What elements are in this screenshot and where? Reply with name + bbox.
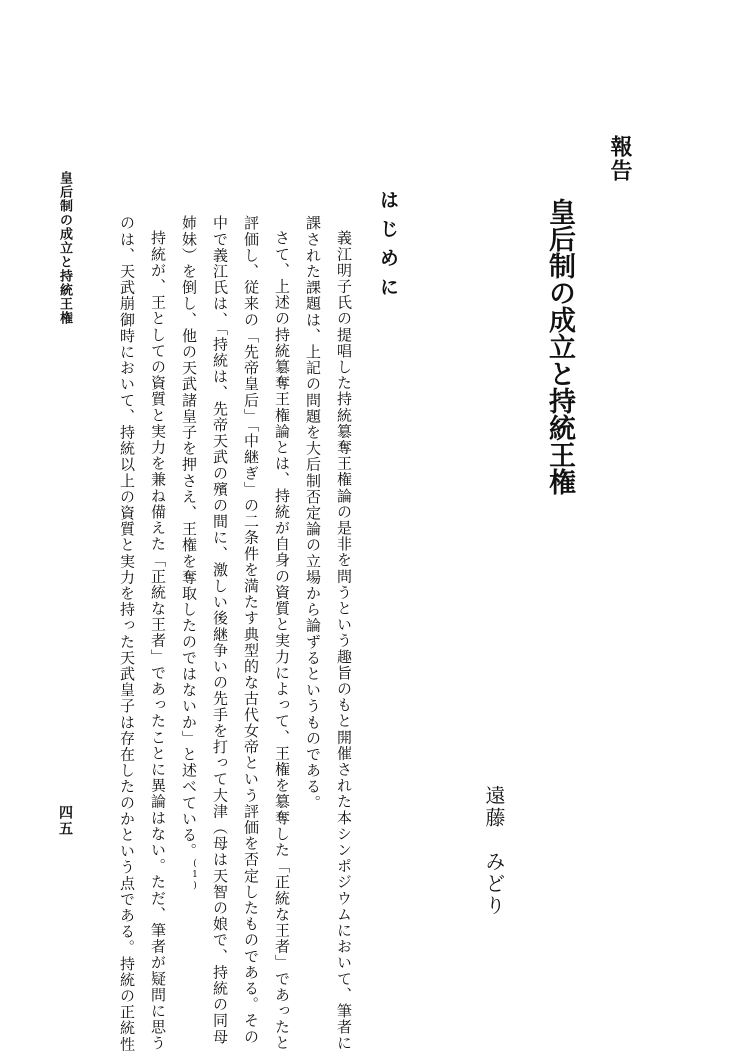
article-title: 皇后制の成立と持統王権 xyxy=(544,198,575,495)
body-line: 中で義江氏は、「持統は、先帝天武の殯の間に、激しい後継争いの先手を打って大津（母は天智の娘で、持統の同母 xyxy=(211,215,229,1045)
body-line: さて、上述の持統簒奪王権論とは、持統が自身の資質と実力によって、王権を簒奪した「正統な王者」であったと xyxy=(273,230,291,1052)
body-line: 持統が、王としての資質と実力を兼ね備えた「正統な王者」であったことに異論はない。ただ、筆者が疑問に思う xyxy=(149,230,167,1052)
section-heading: はじめに xyxy=(377,190,399,306)
body-line xyxy=(181,215,199,892)
body-line: 課された課題は、上記の問題を大后制否定論の立場から論ずるというものである。 xyxy=(304,215,322,811)
body-line: 義江明子氏の提唱した持統簒奪王権論の是非を問うという趣旨のもと開催された本シンポジウムにおいて、筆者に xyxy=(335,230,353,1052)
footnote-ref: (1) xyxy=(190,859,200,893)
author-name: 遠藤 みどり xyxy=(482,785,506,917)
body-line: のは、天武崩御時において、持統以上の資質と実力を持った天武皇子は存在したのかという点である。持統の正統性 xyxy=(118,215,136,1053)
report-label: 報告 xyxy=(607,135,633,183)
page-number: 四五 xyxy=(57,805,73,837)
body-line-text: 姉妹）を倒し、他の天武諸皇子を押さえ、王権を奪取したのではないか」と述べている。 xyxy=(180,215,198,859)
body-line: 評価し、従来の「先帝皇后」「中継ぎ」の二条件を満たす典型的な古代女帝という評価を否定したものである。その xyxy=(242,215,260,1045)
running-title: 皇后制の成立と持統王権 xyxy=(57,171,72,325)
